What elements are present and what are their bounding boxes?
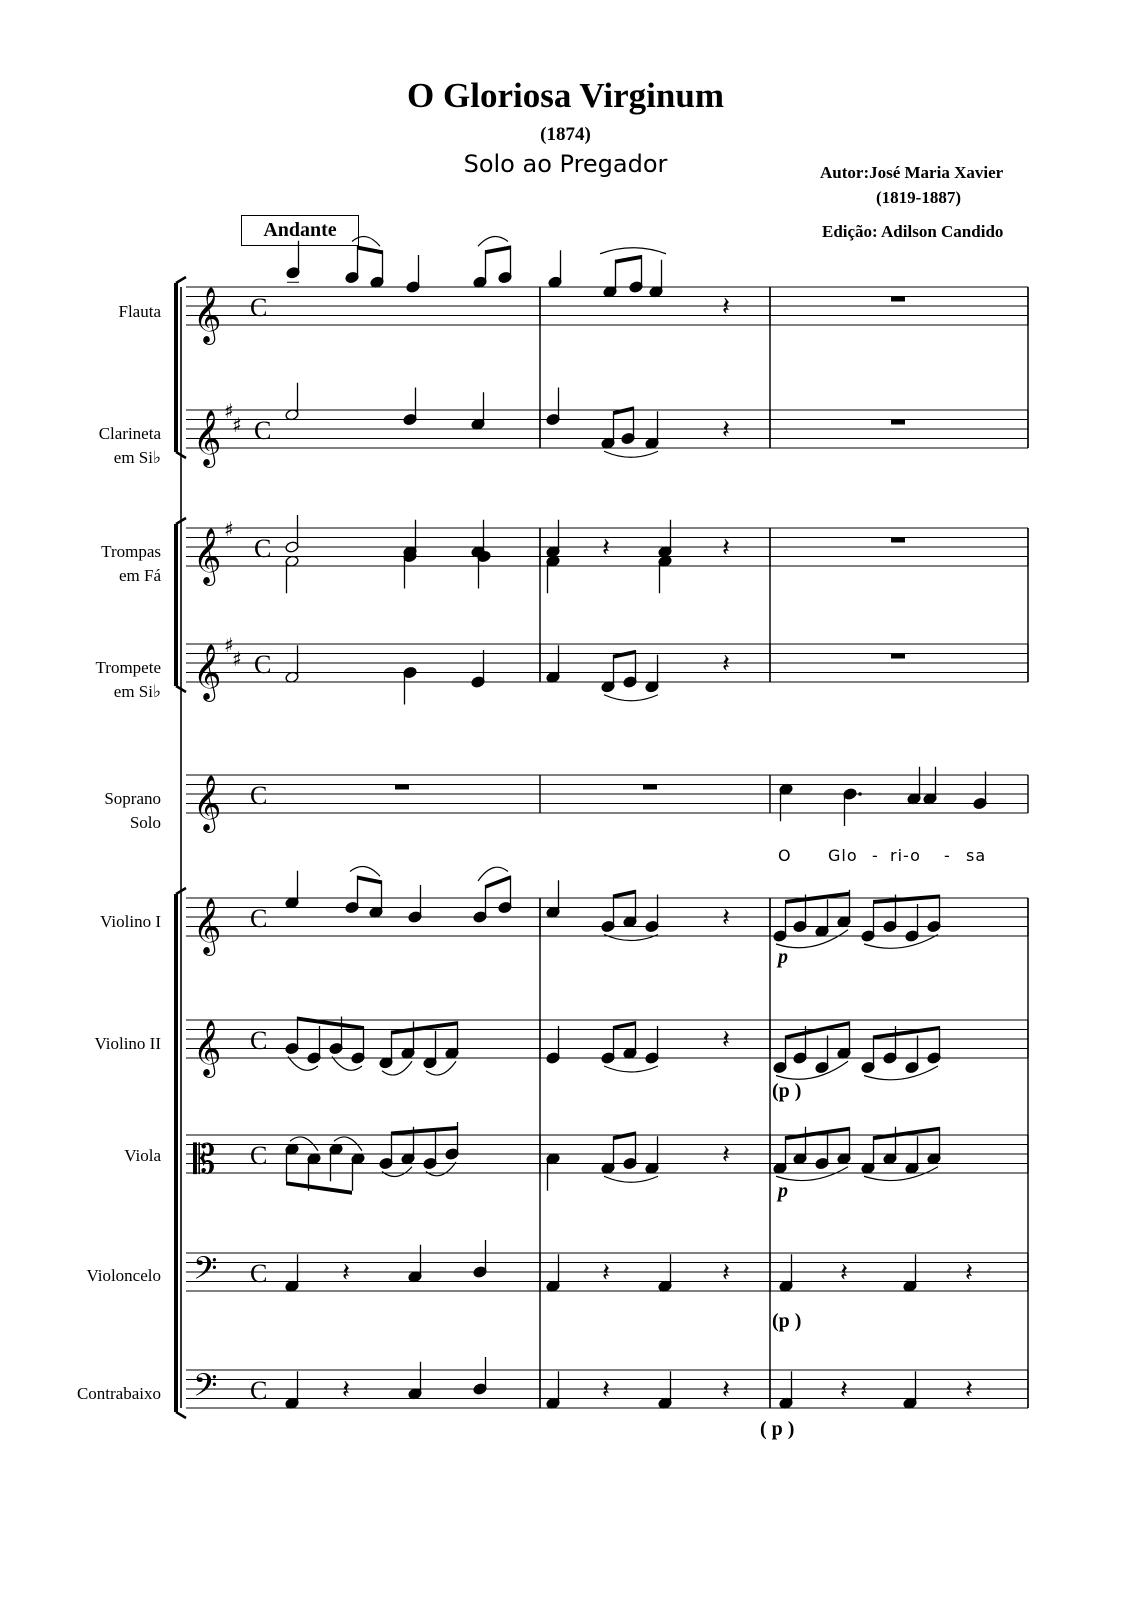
slur	[864, 1066, 938, 1080]
lyric-hyphen: -	[872, 846, 879, 865]
beam	[873, 1127, 939, 1141]
beam	[873, 895, 939, 905]
quarter-rest-icon: 𝄽	[840, 1258, 848, 1288]
whole-rest-icon	[643, 785, 657, 790]
slur	[864, 935, 938, 949]
whole-rest-icon	[891, 420, 905, 425]
quarter-rest-icon: 𝄽	[722, 649, 730, 679]
dynamic-cello: (p )	[772, 1310, 802, 1332]
quarter-rest-icon: 𝄽	[722, 415, 730, 445]
treble-clef-icon: 𝄞	[193, 775, 222, 831]
dot	[858, 792, 862, 796]
alto-clef-icon: 𝄡	[193, 1137, 216, 1183]
instrument-label-violin2: Violino II	[94, 1034, 161, 1053]
slur	[864, 1167, 938, 1181]
lyric-syllable: Glo	[828, 846, 858, 865]
common-time-icon: C	[250, 904, 268, 933]
slur	[478, 236, 508, 246]
beam	[613, 1021, 635, 1030]
beam	[785, 1127, 849, 1141]
quarter-rest-icon: 𝄽	[722, 1025, 730, 1055]
treble-clef-icon: 𝄞	[193, 1020, 222, 1076]
quarter-rest-icon: 𝄽	[602, 1375, 610, 1405]
common-time-icon: C	[250, 1259, 268, 1288]
score-subtitle: Solo ao Pregador	[463, 150, 668, 178]
slur	[776, 1167, 848, 1181]
quarter-rest-icon: 𝄽	[722, 292, 730, 322]
whole-rest-icon	[891, 654, 905, 659]
author-credit: Autor:José Maria Xavier	[820, 163, 1004, 182]
dynamic-viola: p	[778, 1180, 788, 1202]
common-time-icon: C	[250, 781, 268, 810]
author-years: (1819-1887)	[876, 188, 961, 207]
treble-clef-icon: 𝄞	[193, 644, 222, 700]
sharp-icon: ♯	[224, 399, 234, 423]
common-time-icon: C	[254, 534, 272, 563]
quarter-rest-icon: 𝄽	[722, 1140, 730, 1170]
slur	[350, 866, 380, 876]
quarter-rest-icon: 𝄽	[342, 1258, 350, 1288]
bracket-hook	[176, 1412, 186, 1418]
beam	[286, 1181, 352, 1195]
tempo-marking: Andante	[241, 215, 359, 246]
composition-year: (1874)	[540, 124, 591, 145]
quarter-rest-icon: 𝄽	[602, 1258, 610, 1288]
beam	[873, 1026, 939, 1040]
instrument-label-horns: Trompas em Fá	[101, 542, 161, 585]
slur	[604, 695, 658, 701]
slur	[604, 451, 658, 457]
bass-clef-icon: 𝄢	[193, 1367, 218, 1411]
quarter-rest-icon: 𝄽	[722, 1258, 730, 1288]
quarter-rest-icon: 𝄽	[722, 533, 730, 563]
lyric-syllable: ri-o	[890, 846, 921, 865]
instrument-label-cello: Violoncelo	[86, 1266, 161, 1285]
quarter-rest-icon: 𝄽	[965, 1375, 973, 1405]
dynamic-bass: ( p )	[760, 1418, 795, 1440]
sharp-icon: ♯	[232, 413, 242, 437]
beam	[615, 255, 641, 264]
beam	[613, 1132, 635, 1141]
beam	[613, 407, 633, 416]
beam	[613, 650, 635, 659]
common-time-icon: C	[250, 1376, 268, 1405]
instrument-label-soprano: Soprano Solo	[104, 789, 161, 832]
treble-clef-icon: 𝄞	[193, 528, 222, 584]
instrument-label-violin1: Violino I	[100, 912, 161, 931]
sharp-icon: ♯	[224, 633, 234, 657]
beam	[485, 246, 510, 255]
quarter-rest-icon: 𝄽	[722, 1375, 730, 1405]
lyric-syllable: sa	[966, 846, 987, 865]
beam	[391, 1126, 457, 1136]
sharp-icon: ♯	[224, 517, 234, 541]
slur	[604, 935, 658, 941]
instrument-label-trumpet: Trompete em Si♭	[95, 658, 161, 701]
slur	[776, 930, 848, 948]
instrument-label-flute: Flauta	[118, 302, 161, 321]
beam	[613, 890, 635, 899]
common-time-icon: C	[254, 416, 272, 445]
quarter-rest-icon: 𝄽	[840, 1375, 848, 1405]
edition-credit: Edição: Adilson Candido	[822, 222, 1004, 241]
slur	[600, 248, 666, 254]
beam	[785, 1021, 849, 1039]
beam	[391, 1021, 457, 1035]
beam	[297, 1017, 363, 1031]
quarter-rest-icon: 𝄽	[965, 1258, 973, 1288]
beam	[357, 246, 382, 255]
beam	[485, 876, 510, 890]
treble-clef-icon: 𝄞	[193, 898, 222, 954]
treble-clef-icon: 𝄞	[193, 287, 222, 343]
quarter-rest-icon: 𝄽	[342, 1375, 350, 1405]
dynamic-violin1: p	[778, 946, 788, 968]
whole-rest-icon	[891, 297, 905, 302]
slur	[604, 1176, 658, 1182]
sharp-icon: ♯	[232, 647, 242, 671]
instrument-label-viola: Viola	[124, 1146, 161, 1165]
instrument-label-clarinet: Clarineta em Si♭	[98, 424, 161, 467]
bracket-hook	[176, 277, 186, 283]
common-time-icon: C	[254, 650, 272, 679]
score-title: O Gloriosa Virginum	[407, 76, 724, 115]
common-time-icon: C	[250, 1141, 268, 1170]
bass-clef-icon: 𝄢	[193, 1250, 218, 1294]
slur	[776, 1061, 848, 1079]
common-time-icon: C	[250, 1026, 268, 1055]
whole-rest-icon	[395, 785, 409, 790]
beam	[357, 876, 381, 885]
lyric-syllable: O	[778, 846, 792, 865]
dynamic-violin2: (p )	[772, 1080, 802, 1102]
slur	[352, 236, 380, 246]
quarter-rest-icon: 𝄽	[602, 533, 610, 563]
quarter-rest-icon: 𝄽	[722, 903, 730, 933]
common-time-icon: C	[250, 293, 268, 322]
treble-clef-icon: 𝄞	[193, 410, 222, 466]
slur	[604, 1066, 658, 1072]
whole-rest-icon	[891, 538, 905, 543]
lyric-hyphen: -	[944, 846, 951, 865]
instrument-label-bass: Contrabaixo	[76, 1384, 161, 1403]
